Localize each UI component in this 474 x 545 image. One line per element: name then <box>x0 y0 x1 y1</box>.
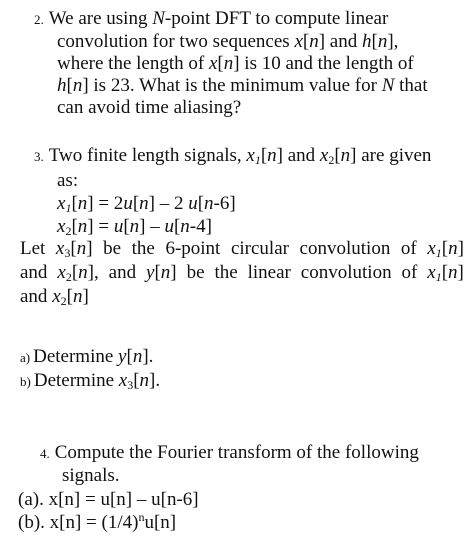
q2-line-1: 2. We are using N-point DFT to compute linear <box>34 8 389 29</box>
q3-line-2: as: <box>57 170 79 191</box>
q3-part-a: a) Determine y[n]. <box>20 346 154 367</box>
q4-number: 4. <box>40 446 50 461</box>
q2-line-4: h[n] is 23. What is the minimum value for N that <box>57 75 428 96</box>
q3-line-3: Let $x_3[n]$ be the 6-point circular convolution of $x_1[n]$ <box>20 238 464 260</box>
q3-part-b-label: b) <box>20 374 31 389</box>
q2-line-5: can avoid time aliasing? <box>57 97 242 118</box>
q3-number: 3. <box>34 149 44 164</box>
q3-equation-1: $x_1[n] = 2u[n] - 2$ u[n-6] <box>57 193 236 215</box>
q4-part-b: (b). $x[n] = (1/4)^nu[n]$ <box>18 510 177 533</box>
q4-line-2: signals. <box>62 465 120 486</box>
q3-line-1: 3. Two finite length signals, $x_1[n]$ and $x_2[n]$ are given <box>34 145 432 167</box>
q2-line-2: convolution for two sequences x[n] and h[n], <box>57 31 399 52</box>
q4-line-1-text: Compute the Fourier transform of the following <box>54 442 419 463</box>
q2-number: 2. <box>34 12 44 27</box>
q3-line-5: and $x_2[n]$ <box>20 286 89 308</box>
q3-line-4: and $x_2[n]$, and y[n] be the linear convolution of $x_1[n]$ <box>20 262 464 284</box>
q3-part-b: b) Determine $x_3[n]$. <box>20 370 161 392</box>
q4-line-1 <box>40 442 419 465</box>
q4-part-a: (a). x[n] = u[n] – u[n-6] <box>18 489 199 510</box>
q2-line-3: where the length of x[n] is 10 and the length of <box>57 53 414 74</box>
q3-equation-2: $x_2[n] = u[n] - u[n-4]$ <box>57 216 212 238</box>
q3-part-a-label: a) <box>20 350 31 365</box>
